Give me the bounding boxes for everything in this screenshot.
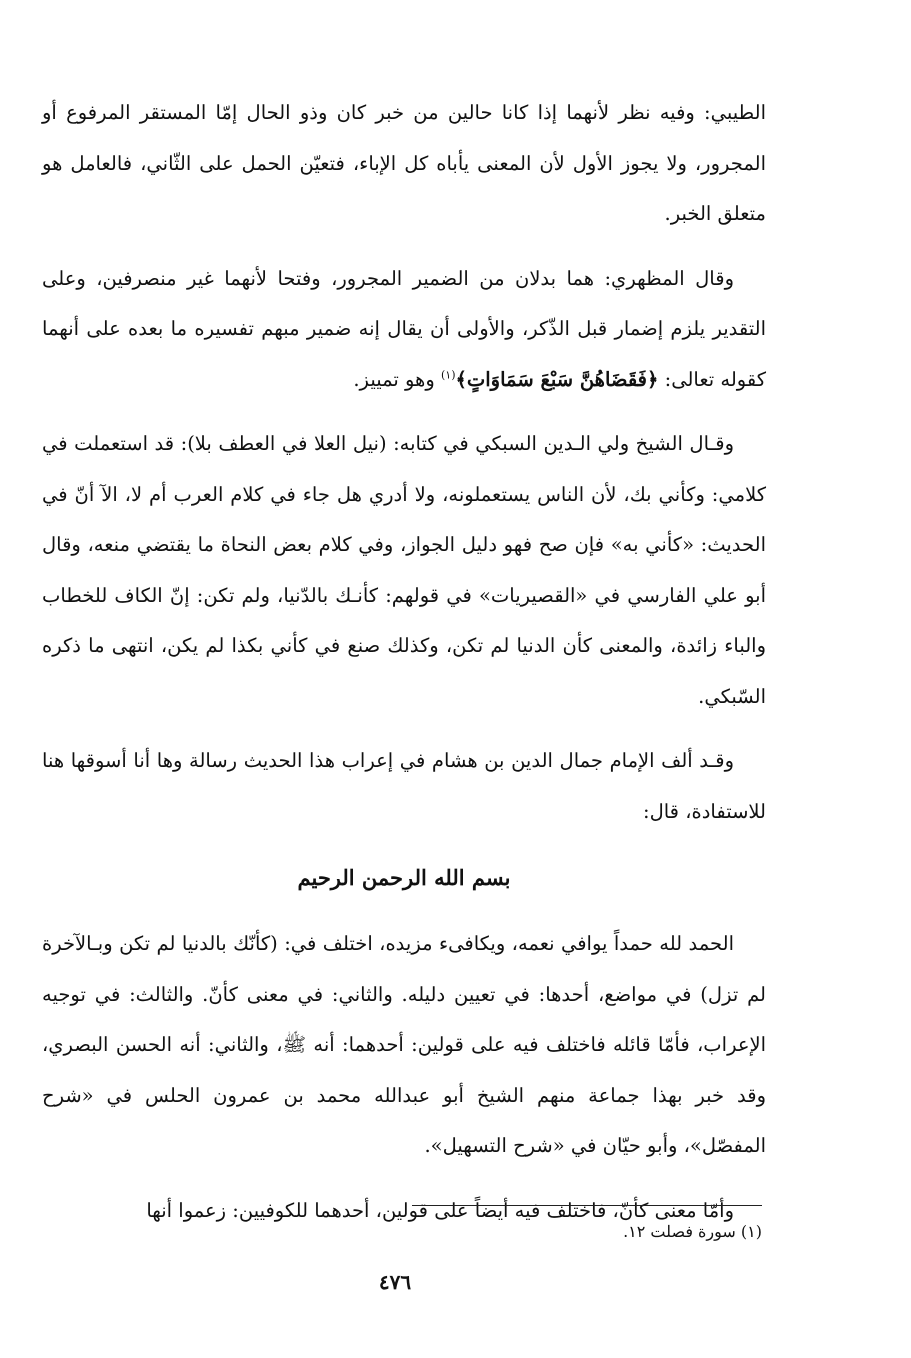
footnote-divider (412, 1205, 762, 1206)
paragraph-ibn-hisham: وقـد ألف الإمام جمال الدين بن هشام في إعراب هذا الحديث رسالة وها أنا أسوقها هنا للاستفادة، قال: (42, 749, 766, 823)
paragraph-mazhari-end: وهو تمييز. (353, 367, 441, 391)
footnote: (١) سورة فصلت ١٢. (623, 1222, 762, 1241)
paragraph-hamd: الحمد لله حمداً يوافي نعمه، ويكافىء مزيده، اختلف في: (كأنّك بالدنيا لم تكن وبـالآخرة لم تزل) في مواضع، أحدها: في تعيين دليله. والثاني: في معنى كأنّ. والثالث: في توجيه الإعراب، فأمّا قائله فاختلف فيه على قولين: أحدهما: أنه ﷺ، والثاني: أنه الحسن البصري، وقد خبر بهذا جماعة منهم الشيخ أبو عبدالله محمد بن عمرون الحلس في «شرح المفصّل»، وأبو حيّان في «شرح التسهيل». (42, 932, 766, 1157)
basmala-heading: بسم الله الرحمن الرحيم (297, 865, 511, 890)
paragraph-mazhari-text: وقال المظهري: هما بدلان من الضمير المجرور، وفتحا لأنهما غير منصرفين، وعلى التقدير يلزم إضمار قبل الذّكر، والأولى أن يقال إنه ضمير مبهم تفسيره ما بعده على أنهما كقوله تعالى: (42, 266, 766, 391)
paragraph-tayyibi: الطيبي: وفيه نظر لأنهما إذا كانا حالين من خبر كان وذو الحال إمّا المستقر المرفوع أو المجرور، ولا يجوز الأول لأن المعنى يأباه كل الإباء، فتعيّن الحمل على الثّاني، فالعامل هو متعلق الخبر. (42, 101, 766, 225)
footnote-reference: (١) (440, 368, 456, 381)
page-number: ٤٧٦ (378, 1270, 412, 1294)
main-text (42, 88, 766, 1250)
paragraph-meaning: وأمّا معنى كأنّ، فاختلف فيه أيضاً على قولين، أحدهما للكوفيين: زعموا أنها (146, 1198, 734, 1222)
quran-verse: ﴿فَقَضَاهُنَّ سَبْعَ سَمَاوَاتٍ﴾ (455, 367, 659, 391)
paragraph-subki: وقـال الشيخ ولي الـدين السبكي في كتابه: (نيل العلا في العطف بلا): قد استعملت في كلامي: وكأني بك، لأن الناس يستعملونه، ولا أدري هل جاء في كلام العرب أم لا، الآ أنّ في الحديث: «كأني به» فإن صح فهو دليل الجواز، وفي كلام بعض النحاة ما يقتضي منعه، وقال أبو علي الفارسي في «القصيريات» في قولهم: كأنـك بالدّنيا، ولم تكن: إنّ الكاف للخطاب والباء زائدة، والمعنى كأن الدنيا لم تكن، وكذلك صنع في كأني بكذا لم يكن، انتهى ما ذكره السّبكي. (42, 432, 766, 708)
paragraph-mazhari (42, 254, 766, 406)
